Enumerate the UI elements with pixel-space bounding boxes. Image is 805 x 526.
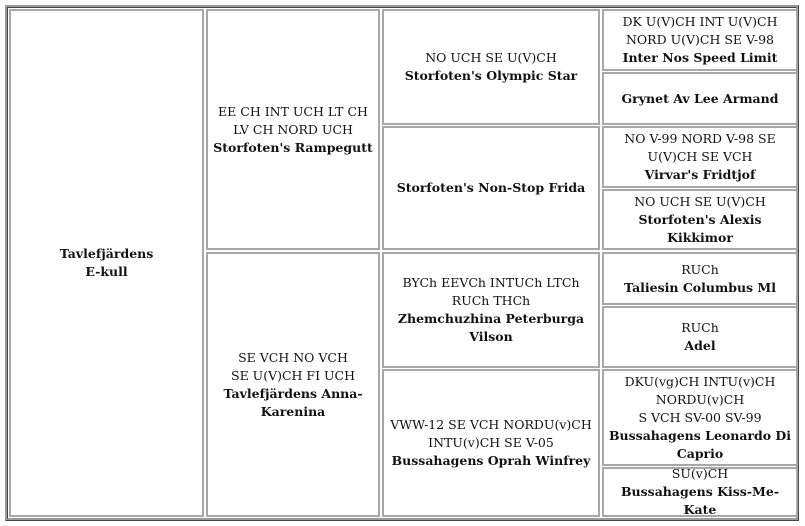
sire-sire-title: NO UCH SE U(V)CH	[425, 50, 557, 65]
dam-dam-cell	[382, 369, 600, 517]
sire-title-line-2: LV CH NORD UCH	[233, 121, 353, 137]
sire-dam-cell	[382, 126, 600, 250]
sire-sire-name: Storfoten's Olympic Star	[404, 68, 578, 83]
sdd-name-line-2: Kikkimor	[667, 229, 733, 245]
dds-name-line-2: Caprio	[676, 445, 724, 461]
dam-title-line-1: SE VCH NO VCH	[238, 349, 348, 365]
sire-title-line-1: EE CH INT UCH LT CH	[218, 103, 368, 119]
ssd-name: Grynet Av Lee Armand	[621, 90, 779, 106]
dsd-title: RUCh	[681, 320, 719, 335]
sire-cell	[206, 9, 380, 250]
sds-title-line-2: U(V)CH SE VCH	[647, 149, 753, 164]
sire-name: Storfoten's Rampegutt	[213, 139, 373, 155]
sire-dam-sire-cell	[602, 126, 798, 188]
dam-dam-dam-cell	[602, 467, 798, 517]
sire-dam-dam-cell	[602, 189, 798, 250]
dam-sire-sire-cell	[602, 252, 798, 305]
sss-title-line-2: NORD U(V)CH SE V-98	[625, 32, 775, 47]
dds-title-line-3: S VCH SV-00 SV-99	[638, 409, 762, 425]
sdd-name-line-1: Storfoten's Alexis	[638, 211, 762, 227]
dam-name-line-1: Tavlefjärdens Anna-	[223, 385, 363, 401]
dds-title-line-1: DKU(vg)CH INTU(v)CH	[624, 373, 776, 389]
sire-sire-sire-cell	[602, 9, 798, 71]
dam-sire-title-line-2: RUCh THCh	[451, 293, 531, 308]
sss-title-line-1: DK U(V)CH INT U(V)CH	[622, 14, 778, 29]
dam-dam-name: Bussahagens Oprah Winfrey	[391, 453, 591, 468]
sds-title-line-1: NO V-99 NORD V-98 SE	[624, 131, 776, 146]
dss-title: RUCh	[681, 261, 719, 277]
sire-sire-dam-cell	[602, 72, 798, 125]
dam-dam-sire-cell	[602, 369, 798, 466]
subject-name-line-2: E-kull	[85, 264, 128, 279]
dam-title-line-2: SE U(V)CH FI UCH	[231, 367, 355, 383]
dds-name-line-1: Bussahagens Leonardo Di	[608, 427, 792, 443]
dds-title-line-2: NORDU(v)CH	[655, 391, 745, 407]
subject-name-line-1: Tavlefjärdens	[59, 246, 154, 261]
subject-cell	[9, 9, 204, 517]
ddd-title: SU(v)CH	[671, 466, 729, 481]
dam-dam-title-line-2: INTU(v)CH SE V-05	[428, 435, 554, 450]
sire-sire-cell	[382, 9, 600, 125]
dam-sire-cell	[382, 252, 600, 368]
sdd-title: NO UCH SE U(V)CH	[634, 193, 766, 209]
sds-name: Virvar's Fridtjof	[644, 167, 756, 182]
dam-cell	[206, 252, 380, 517]
dss-name: Taliesin Columbus Ml	[623, 279, 777, 295]
dam-name-line-2: Karenina	[260, 403, 326, 419]
dam-sire-dam-cell	[602, 306, 798, 368]
dam-dam-title-line-1: VWW-12 SE VCH NORDU(v)CH	[390, 417, 592, 432]
dam-sire-name-line-2: Vilson	[469, 329, 513, 344]
sss-name: Inter Nos Speed Limit	[622, 50, 778, 65]
dsd-name: Adel	[684, 338, 716, 353]
ddd-name: Bussahagens Kiss-Me-Kate	[620, 484, 780, 517]
dam-sire-title-line-1: BYCh EEVCh INTUCh LTCh	[402, 275, 580, 290]
sire-dam-name: Storfoten's Non-Stop Frida	[396, 180, 586, 195]
dam-sire-name-line-1: Zhemchuzhina Peterburga	[397, 311, 585, 326]
